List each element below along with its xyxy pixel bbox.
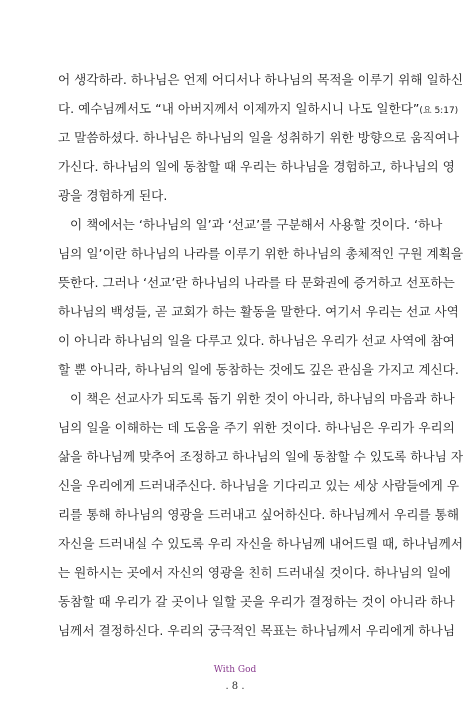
paragraph-line: 님의 일을 이해하는 데 도움을 주기 위한 것이다. 하나님은 우리가 우리의 bbox=[58, 420, 455, 435]
paragraph-line: 하나님의 백성들, 곧 교회가 하는 활동을 말한다. 여기서 우리는 선교 사역 bbox=[58, 304, 459, 319]
paragraph-line: 동참할 때 우리가 갈 곳이나 일할 곳을 우리가 결정하는 것이 아니라 하나 bbox=[58, 594, 455, 609]
running-footer-title: With God bbox=[213, 665, 257, 675]
paragraph-line: 자신을 드러내실 수 있도록 우리 자신을 하나님께 내어드릴 때, 하나님께서 bbox=[58, 536, 463, 551]
page-number: . 8 . bbox=[225, 681, 245, 692]
paragraph-line: 할 뿐 아니라, 하나님의 일에 동참하는 것에도 깊은 관심을 가지고 계신다. bbox=[58, 362, 459, 377]
paragraph-line: 어 생각하라. 하나님은 언제 어디서나 하나님의 목적을 이루기 위해 일하신 bbox=[58, 72, 463, 87]
bible-reference: (요 5:17) bbox=[419, 106, 459, 116]
paragraph-line: 리를 통해 하나님의 영광을 드러내고 싶어하신다. 하나님께서 우리를 통해 bbox=[58, 507, 459, 522]
paragraph-3 bbox=[58, 384, 463, 645]
paragraph-line: 님의 일’이란 하나님의 나라를 이루기 위한 하나님의 총체적인 구원 계획을 bbox=[58, 246, 463, 261]
paragraph-line: 삶을 하나님께 맞추어 조정하고 하나님의 일에 동참할 수 있도록 하나님 자 bbox=[58, 449, 463, 464]
paragraph-line-with-reference bbox=[58, 94, 459, 123]
paragraph-line: 이 아니라 하나님의 일을 다루고 있다. 하나님은 우리가 선교 사역에 참여 bbox=[58, 333, 455, 348]
paragraph-line: 는 원하시는 곳에서 자신의 영광을 친히 드러내실 것이다. 하나님의 일에 bbox=[58, 565, 451, 580]
paragraph-line: 이 책은 선교사가 되도록 돕기 위한 것이 아니라, 하나님의 마음과 하나 bbox=[70, 391, 455, 406]
paragraph-line: 이 책에서는 ‘하나님의 일’과 ‘선교’를 구분해서 사용할 것이다. ‘하나 bbox=[70, 217, 443, 232]
paragraph-1 bbox=[58, 65, 463, 210]
paragraph-line: 신을 우리에게 드러내주신다. 하나님을 기다리고 있는 세상 사람들에게 우 bbox=[58, 478, 459, 493]
paragraph-line: 님께서 결정하신다. 우리의 궁극적인 목표는 하나님께서 우리에게 하나님 bbox=[58, 623, 455, 638]
paragraph-2 bbox=[58, 210, 463, 384]
paragraph-line-text: 다. 예수님께서도 “내 아버지께서 이제까지 일하시니 나도 일한다” bbox=[58, 101, 420, 116]
paragraph-line: 광을 경험하게 된다. bbox=[58, 188, 168, 203]
paragraph-line: 고 말씀하셨다. 하나님은 하나님의 일을 성취하기 위한 방향으로 움직여나 bbox=[58, 130, 459, 145]
paragraph-line: 뜻한다. 그러나 ‘선교’란 하나님의 나라를 타 문화권에 증거하고 선포하는 bbox=[58, 275, 455, 290]
paragraph-line: 가신다. 하나님의 일에 동참할 때 우리는 하나님을 경험하고, 하나님의 영 bbox=[58, 159, 455, 174]
